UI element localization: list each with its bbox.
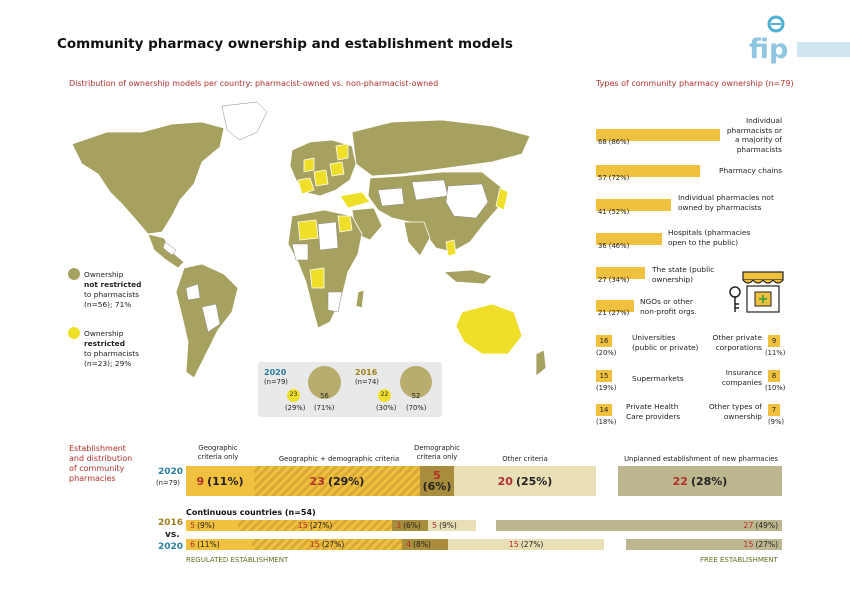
comparison-2016-n: (n=74) bbox=[355, 378, 379, 386]
map-australia bbox=[456, 304, 522, 354]
map-africa-white-1 bbox=[318, 222, 338, 250]
est-2020-other: 20 (25%) bbox=[454, 466, 596, 496]
header-unplanned: Unplanned establishment of new pharmacies bbox=[624, 455, 778, 463]
header-geographic: Geographic criteria only bbox=[197, 444, 239, 461]
small-item-other-types-value: 7 bbox=[768, 404, 780, 416]
map-europe-yellow-2 bbox=[314, 170, 328, 186]
header-geo-demographic: Geographic + demographic criteria bbox=[278, 455, 400, 463]
row2016-other: 5 (9%) bbox=[428, 520, 476, 531]
header-demographic: Demographic criteria only bbox=[414, 444, 460, 461]
small-item-supermarkets-pct: (19%) bbox=[596, 384, 617, 392]
ownership-bar-label: Individual pharmacies not owned by pharmacists bbox=[678, 193, 774, 212]
row-vs-label: vs. bbox=[165, 530, 180, 540]
small-item-corporations-label: Other private corporations bbox=[712, 333, 762, 352]
small-item-other-types-pct: (9%) bbox=[768, 418, 785, 426]
row2020-demographic: 4 (8%) bbox=[402, 539, 448, 550]
ownership-bar-label: The state (public ownership) bbox=[652, 265, 715, 284]
est-2020-geographic: 9 (11%) bbox=[186, 466, 254, 496]
small-item-universities-value: 16 bbox=[596, 335, 612, 347]
map-africa-white-2 bbox=[292, 244, 308, 260]
map-africa-yellow-1 bbox=[298, 220, 318, 240]
comparison-2020-n: (n=79) bbox=[264, 378, 288, 386]
ownership-bar-value: 68 (86%) bbox=[598, 138, 630, 146]
ownership-bar-label: Hospitals (pharmacies open to the public) bbox=[668, 228, 751, 247]
ownership-bar bbox=[596, 129, 720, 146]
map-africa-yellow-3 bbox=[338, 216, 352, 232]
row-2020-year: 2020 bbox=[158, 542, 184, 552]
row-2016-year: 2016 bbox=[158, 518, 184, 528]
ownership-bar bbox=[596, 267, 645, 284]
ownership-bar-value: 57 (72%) bbox=[598, 174, 630, 182]
ownership-bar bbox=[596, 199, 671, 216]
ownership-bar bbox=[596, 300, 634, 317]
map-europe-yellow-4 bbox=[336, 144, 348, 160]
regulated-establishment-label: REGULATED ESTABLISHMENT bbox=[186, 556, 289, 564]
comparison-2020-big-pct: (71%) bbox=[314, 404, 335, 412]
ownership-bar-value: 41 (52%) bbox=[598, 208, 630, 216]
comparison-2016-big-pct: (70%) bbox=[406, 404, 427, 412]
small-item-insurance-value: 8 bbox=[768, 370, 780, 382]
ownership-bar-label: Individual pharmacists or a majority of pharmacists bbox=[726, 116, 782, 154]
map-africa-white-3 bbox=[328, 292, 342, 312]
map-greenland bbox=[222, 102, 267, 140]
ownership-bar-value: 27 (34%) bbox=[598, 276, 630, 284]
fip-logo bbox=[747, 14, 797, 66]
ownership-bar bbox=[596, 233, 662, 250]
header-other: Other criteria bbox=[502, 455, 548, 463]
comparison-2016-small-value: 22 bbox=[380, 391, 389, 398]
map-europe-yellow-5 bbox=[304, 158, 314, 172]
est-2020-geo-demographic: 23 (29%) bbox=[254, 466, 420, 496]
map-india bbox=[404, 222, 430, 256]
map-europe-yellow-3 bbox=[330, 162, 344, 176]
ownership-bar-value: 21 (27%) bbox=[598, 309, 630, 317]
establishment-section-title: Establishment and distribution of community pharmacies bbox=[69, 444, 133, 483]
row2020-geographic: 6 (11%) bbox=[186, 539, 252, 550]
legend-restricted: Ownership restricted to pharmacists (n=23); 29% bbox=[84, 329, 140, 368]
map-turkey bbox=[340, 192, 370, 208]
pharmacy-shop-icon bbox=[727, 268, 787, 318]
map-indonesia bbox=[444, 270, 492, 284]
row2016-geographic: 5 (9%) bbox=[186, 520, 238, 531]
ownership-bar-label: NGOs or other non-profit orgs. bbox=[640, 297, 697, 316]
comparison-2020-small-pct: (29%) bbox=[285, 404, 306, 412]
est-2020-unplanned: 22 (28%) bbox=[618, 466, 782, 496]
est-2020-n: (n=79) bbox=[156, 479, 180, 487]
map-madagascar bbox=[356, 290, 364, 308]
est-2020-year: 2020 bbox=[158, 467, 184, 477]
small-item-corporations-pct: (11%) bbox=[765, 349, 786, 357]
legend-restricted-dot bbox=[68, 327, 80, 339]
svg-text:fip: fip bbox=[749, 34, 789, 65]
small-item-supermarkets-value: 15 bbox=[596, 370, 612, 382]
small-item-insurance-label: Insurance companies bbox=[721, 368, 762, 387]
page-title: Community pharmacy ownership and establishment models bbox=[57, 36, 513, 52]
est-2020-demographic: 5 (6%) bbox=[420, 466, 454, 496]
map-asia-white-1 bbox=[378, 188, 404, 206]
small-item-corporations-value: 9 bbox=[768, 335, 780, 347]
row2016-geo-demographic: 15 (27%) bbox=[238, 520, 392, 531]
map-section-title: Distribution of ownership models per country: pharmacist-owned vs. non-pharmacist-owned bbox=[69, 79, 439, 88]
comparison-2016-year: 2016 bbox=[355, 368, 378, 377]
row2020-other: 15 (27%) bbox=[448, 539, 604, 550]
map-central-america bbox=[148, 234, 184, 268]
legend-not-restricted-dot bbox=[68, 268, 80, 280]
row2020-geo-demographic: 15 (27%) bbox=[252, 539, 402, 550]
ownership-bar-value: 36 (46%) bbox=[598, 242, 630, 250]
free-establishment-label: FREE ESTABLISHMENT bbox=[700, 556, 778, 564]
small-item-other-types-label: Other types of ownership bbox=[708, 402, 762, 421]
comparison-2020-big-value: 56 bbox=[320, 392, 329, 400]
ownership-bar-label: Pharmacy chains bbox=[719, 166, 782, 175]
comparison-2016-big-value: 52 bbox=[411, 392, 421, 400]
logo-accent-bar bbox=[797, 42, 850, 57]
comparison-2020-year: 2020 bbox=[264, 368, 287, 377]
legend-not-restricted: Ownership not restricted to pharmacists (n=56); 71% bbox=[84, 270, 142, 309]
continuous-countries-label: Continuous countries (n=54) bbox=[186, 508, 316, 517]
ownership-bar bbox=[596, 165, 700, 182]
comparison-2020-small-value: 23 bbox=[289, 391, 298, 398]
comparison-2016-small-pct: (30%) bbox=[376, 404, 397, 412]
small-item-supermarkets-label: Supermarkets bbox=[632, 374, 684, 383]
small-item-universities-label: Universities (public or private) bbox=[632, 333, 699, 352]
small-item-insurance-pct: (10%) bbox=[765, 384, 786, 392]
map-africa-yellow-2 bbox=[310, 268, 324, 288]
row2020-unplanned: 15 (27%) bbox=[626, 539, 782, 550]
small-item-health-care-label: Private Health Care providers bbox=[626, 402, 681, 421]
map-se-asia-yellow bbox=[446, 240, 456, 256]
types-section-title: Types of community pharmacy ownership (n=79) bbox=[596, 79, 794, 88]
small-item-health-care-value: 14 bbox=[596, 404, 612, 416]
row2016-unplanned: 27 (49%) bbox=[496, 520, 782, 531]
map-new-zealand bbox=[536, 350, 546, 376]
map-north-america bbox=[72, 122, 224, 234]
small-item-health-care-pct: (18%) bbox=[596, 418, 617, 426]
row2016-demographic: 3 (6%) bbox=[392, 520, 428, 531]
map-russia bbox=[352, 120, 530, 176]
small-item-universities-pct: (20%) bbox=[596, 349, 617, 357]
